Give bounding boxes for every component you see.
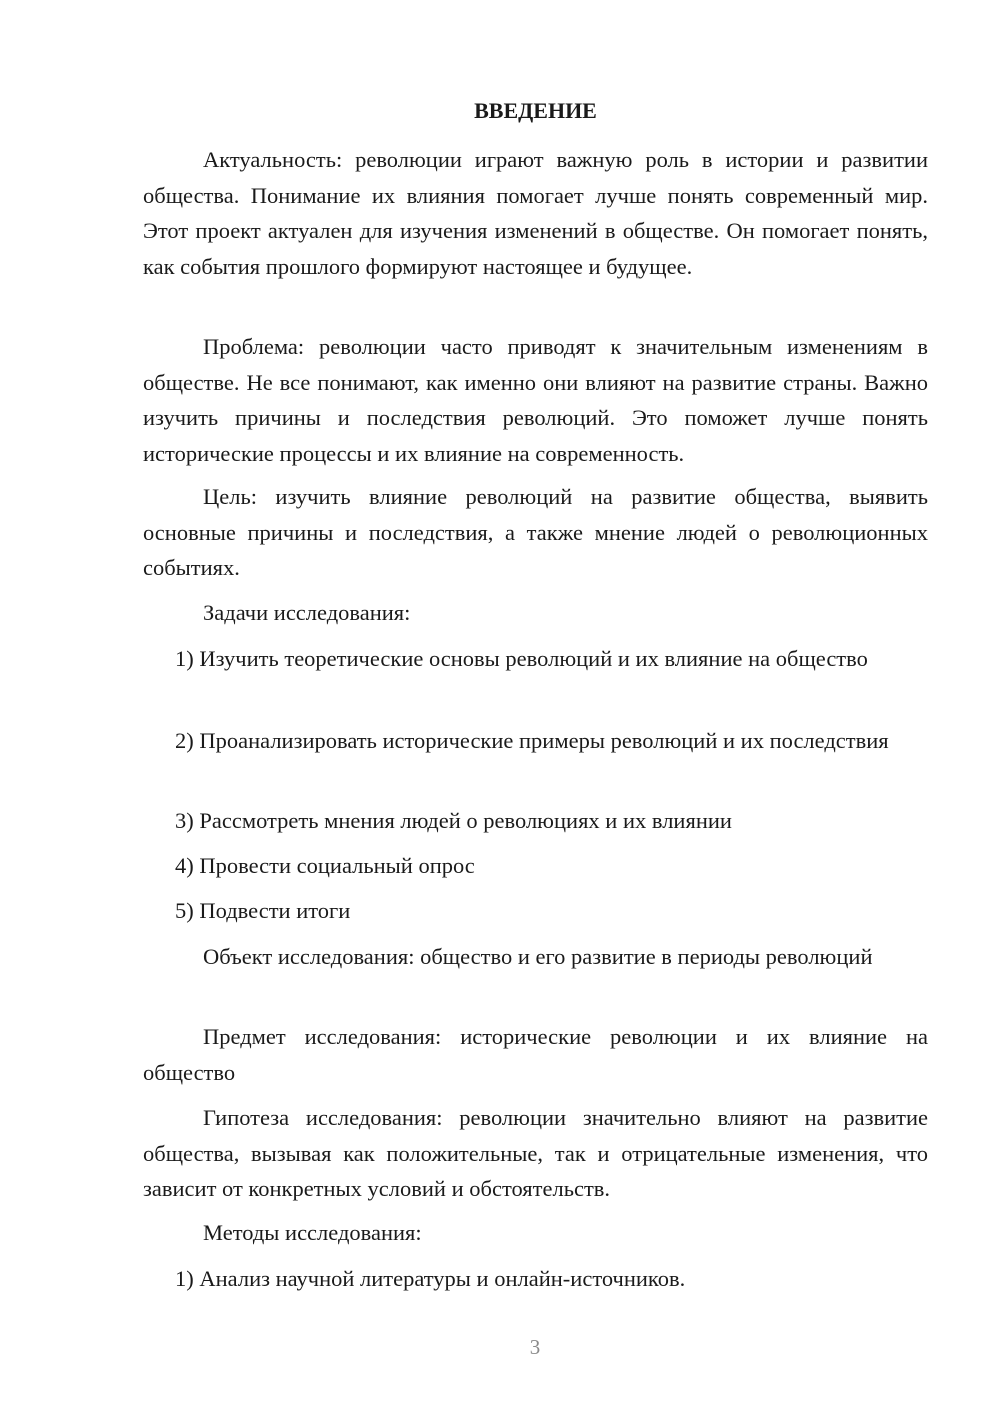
goal-paragraph: Цель: изучить влияние революций на развитие общества, выявить основные причины и последствия, а также мнение людей о революционных событиях. <box>143 484 928 580</box>
object-paragraph: Объект исследования: общество и его развитие в периоды революций <box>203 944 873 969</box>
task-item-3: 3) Рассмотреть мнения людей о революциях и их влиянии <box>175 808 732 833</box>
relevance-paragraph: Актуальность: революции играют важную роль в истории и развитии общества. Понимание их влияния помогает лучше понять современный мир. Этот проект актуален для изучения изменений в обществе. Он помогает понять, как события прошлого формируют настоящее и будущее. <box>143 147 928 279</box>
page-number: 3 <box>529 1335 541 1359</box>
hypothesis-paragraph: Гипотеза исследования: революции значительно влияют на развитие общества, вызывая как положительные, так и отрицательные изменения, что зависит от конкретных условий и обстоятельств. <box>143 1105 928 1201</box>
methods-heading: Методы исследования: <box>203 1220 422 1245</box>
tasks-heading: Задачи исследования: <box>203 600 411 625</box>
subject-paragraph: Предмет исследования: исторические революции и их влияние на общество <box>143 1024 928 1085</box>
page-title: ВВЕДЕНИЕ <box>474 98 597 123</box>
task-item-2: 2) Проанализировать исторические примеры революций и их последствия <box>175 728 889 753</box>
task-item-5: 5) Подвести итоги <box>175 898 351 923</box>
task-item-4: 4) Провести социальный опрос <box>175 853 475 878</box>
problem-paragraph: Проблема: революции часто приводят к значительным изменениям в обществе. Не все понимают, как именно они влияют на развитие страны. Важно изучить причины и последствия революций. Это поможет лучше понять исторические процессы и их влияние на современность. <box>143 334 928 466</box>
method-item-1: 1) Анализ научной литературы и онлайн-источников. <box>175 1266 686 1291</box>
task-item-1: 1) Изучить теоретические основы революций и их влияние на общество <box>175 646 868 671</box>
